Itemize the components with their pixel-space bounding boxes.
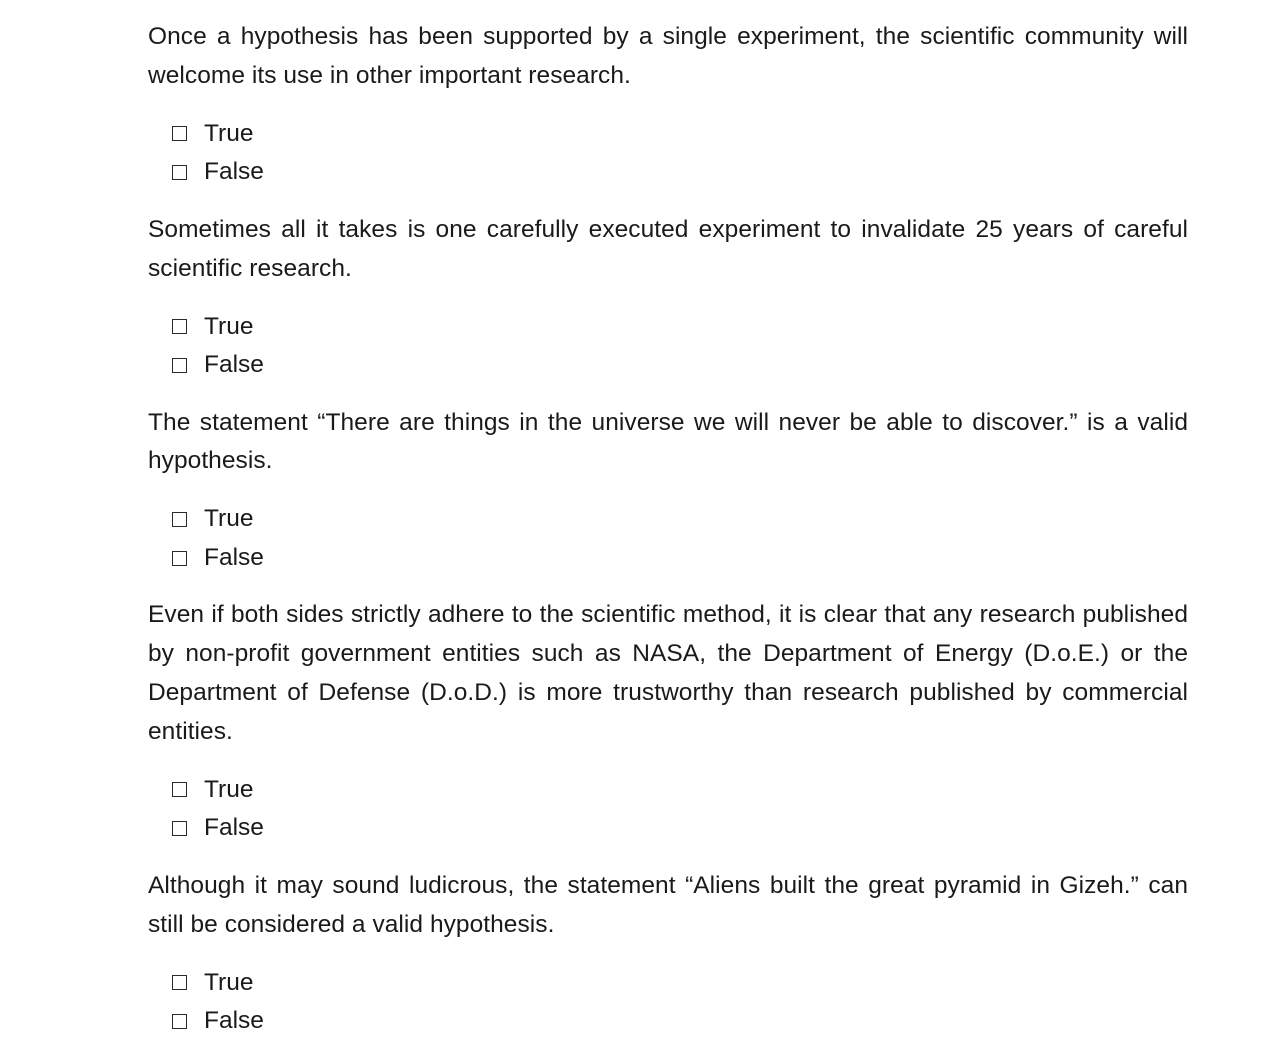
option-label: True [204,968,254,996]
option-label: True [204,775,254,803]
question-text: Although it may sound ludicrous, the statement “Aliens built the great pyramid in Gizeh.” can still be considered a valid hypothesis. [148,871,1188,938]
question-text: The statement “There are things in the universe we will never be able to discover.” is a valid hypothesis. [148,408,1188,475]
answer-options [148,115,1188,192]
quiz-page [148,18,1188,1041]
answer-options [148,771,1188,848]
answer-options [148,307,1188,384]
question-1 [148,18,1188,192]
option-true[interactable] [172,771,1188,810]
option-label: True [204,505,254,533]
option-false[interactable] [172,539,1188,578]
question-5 [148,867,1188,1041]
option-false[interactable] [172,1002,1188,1041]
option-true[interactable] [172,307,1188,346]
answer-options [148,500,1188,577]
option-true[interactable] [172,115,1188,154]
question-4 [148,596,1188,847]
question-text: Once a hypothesis has been supported by a single experiment, the scientific community will welcome its use in other important research. [148,23,1188,89]
answer-options [148,963,1188,1040]
option-false[interactable] [172,809,1188,848]
option-label: False [204,814,264,842]
checkbox-icon[interactable] [172,165,187,180]
checkbox-icon[interactable] [172,782,187,797]
checkbox-icon[interactable] [172,821,187,836]
checkbox-icon[interactable] [172,975,187,990]
checkbox-icon[interactable] [172,1014,187,1029]
question-2 [148,211,1188,385]
question-text: Even if both sides strictly adhere to the scientific method, it is clear that any research published by non-profit government entities such as NASA, the Department of Energy (D.o.E.) or the Department of Defense (D.o.D.) is more trustworthy than research published by commercial entities. [148,601,1188,745]
checkbox-icon[interactable] [172,512,187,527]
checkbox-icon[interactable] [172,358,187,373]
option-label: False [204,158,264,186]
option-label: True [204,119,254,147]
option-label: False [204,1007,264,1035]
question-3 [148,404,1188,578]
option-label: True [204,312,254,340]
checkbox-icon[interactable] [172,126,187,141]
option-label: False [204,351,264,379]
option-label: False [204,544,264,572]
checkbox-icon[interactable] [172,319,187,334]
option-false[interactable] [172,153,1188,192]
checkbox-icon[interactable] [172,551,187,566]
question-text: Sometimes all it takes is one carefully executed experiment to invalidate 25 years of careful scientific research. [148,215,1188,282]
option-true[interactable] [172,963,1188,1002]
option-false[interactable] [172,346,1188,385]
option-true[interactable] [172,500,1188,539]
